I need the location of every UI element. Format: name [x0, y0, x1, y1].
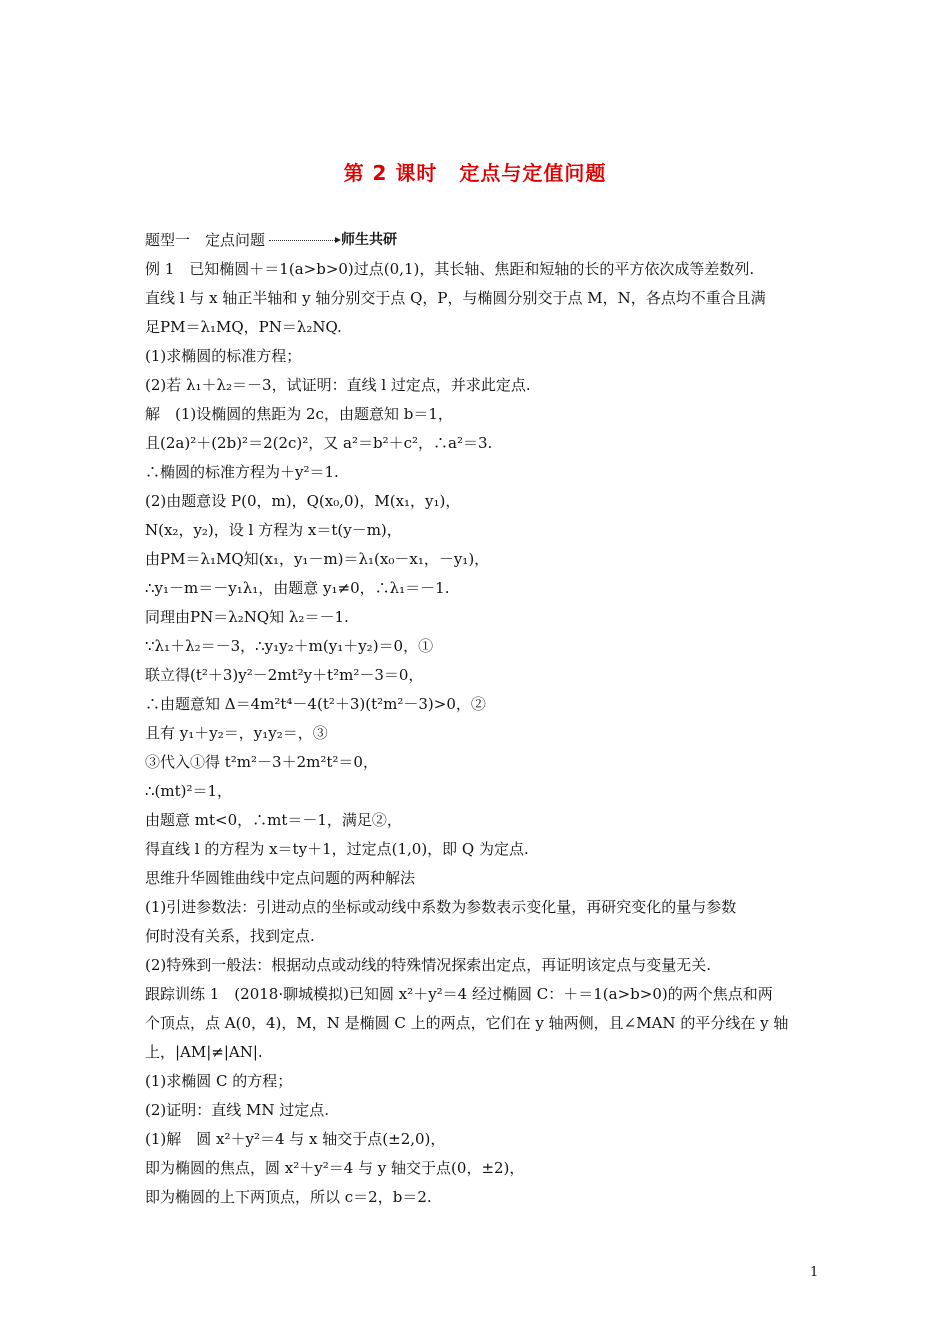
text-line: 得直线 l 的方程为 x＝ty＋1，过定点(1,0)，即 Q 为定点. — [145, 840, 529, 858]
text-line: 直线 l 与 x 轴正半轴和 y 轴分别交于点 Q，P，与椭圆分别交于点 M，N，各点均不重合且满 — [145, 289, 766, 307]
text-line: 足PM＝λ₁MQ，PN＝λ₂NQ. — [145, 318, 342, 336]
text-line: 同理由PN＝λ₂NQ知 λ₂＝－1. — [145, 608, 349, 626]
section-label: 题型一 定点问题 — [145, 231, 266, 249]
text-line: 思维升华圆锥曲线中定点问题的两种解法 — [145, 869, 416, 887]
text-line: (2)证明：直线 MN 过定点. — [145, 1101, 330, 1119]
text-line: 联立得(t²＋3)y²－2mt²y＋t²m²－3＝0， — [145, 666, 424, 684]
section-tag: 师生共研 — [341, 232, 398, 248]
text-line: 例 1 已知椭圆＋＝1(a>b>0)过点(0,1)，其长轴、焦距和短轴的长的平方依次成等差数列. — [145, 260, 755, 278]
text-line: ∴椭圆的标准方程为＋y²＝1. — [145, 463, 339, 481]
text-line: 由PM＝λ₁MQ知(x₁，y₁－m)＝λ₁(x₀－x₁，－y₁)， — [145, 550, 490, 568]
arrow-icon — [269, 240, 339, 241]
text-line: (2)特殊到一般法：根据动点或动线的特殊情况探索出定点，再证明该定点与变量无关. — [145, 956, 712, 974]
text-line: (1)解 圆 x²＋y²＝4 与 x 轴交于点(±2,0)， — [145, 1130, 446, 1148]
page-title — [0, 157, 950, 186]
text-line: 即为椭圆的焦点，圆 x²＋y²＝4 与 y 轴交于点(0，±2)， — [145, 1159, 525, 1177]
text-line: 且有 y₁＋y₂＝，y₁y₂＝，③ — [145, 724, 328, 742]
text-line: ∴y₁－m＝－y₁λ₁，由题意 y₁≠0，∴λ₁＝－1. — [145, 579, 450, 597]
text-line: 跟踪训练 1 (2018·聊城模拟)已知圆 x²＋y²＝4 经过椭圆 C：＋＝1(a>b>0)的两个焦点和两 — [145, 985, 773, 1003]
document-body — [145, 226, 813, 1212]
text-line: N(x₂，y₂)，设 l 方程为 x＝t(y－m)， — [145, 521, 402, 539]
text-line: (1)引进参数法：引进动点的坐标或动线中系数为参数表示变化量，再研究变化的量与参数 — [145, 898, 737, 916]
text-lines — [145, 255, 813, 1212]
text-line: ∵λ₁＋λ₂＝－3，∴y₁y₂＋m(y₁＋y₂)＝0，① — [145, 637, 434, 655]
text-line: 由题意 mt<0，∴mt＝－1，满足②， — [145, 811, 402, 829]
text-line: ∴由题意知 Δ＝4m²t⁴－4(t²＋3)(t²m²－3)>0，② — [145, 695, 486, 713]
lesson-number: 第 2 课时 — [343, 161, 438, 185]
text-line: ∴(mt)²＝1， — [145, 782, 233, 800]
text-line: 何时没有关系，找到定点. — [145, 927, 315, 945]
text-line: 解 (1)设椭圆的焦距为 2c，由题意知 b＝1， — [145, 405, 453, 423]
lesson-topic: 定点与定值问题 — [459, 161, 607, 185]
text-line: 即为椭圆的上下两顶点，所以 c＝2，b＝2. — [145, 1188, 432, 1206]
text-line: 且(2a)²＋(2b)²＝2(2c)²，又 a²＝b²＋c²，∴a²＝3. — [145, 434, 493, 452]
section-heading — [145, 226, 813, 255]
text-line: 上，|AM|≠|AN|. — [145, 1043, 263, 1061]
text-line: (2)若 λ₁＋λ₂＝－3，试证明：直线 l 过定点，并求此定点. — [145, 376, 531, 394]
text-line: (2)由题意设 P(0，m)，Q(x₀,0)，M(x₁，y₁)， — [145, 492, 461, 510]
text-line: (1)求椭圆 C 的方程； — [145, 1072, 293, 1090]
text-line: 个顶点，点 A(0，4)，M，N 是椭圆 C 上的两点，它们在 y 轴两侧，且∠MAN 的平分线在 y 轴 — [145, 1014, 789, 1032]
text-line: (1)求椭圆的标准方程； — [145, 347, 302, 365]
page-number: 1 — [810, 1265, 819, 1280]
text-line: ③代入①得 t²m²－3＋2m²t²＝0， — [145, 753, 378, 771]
